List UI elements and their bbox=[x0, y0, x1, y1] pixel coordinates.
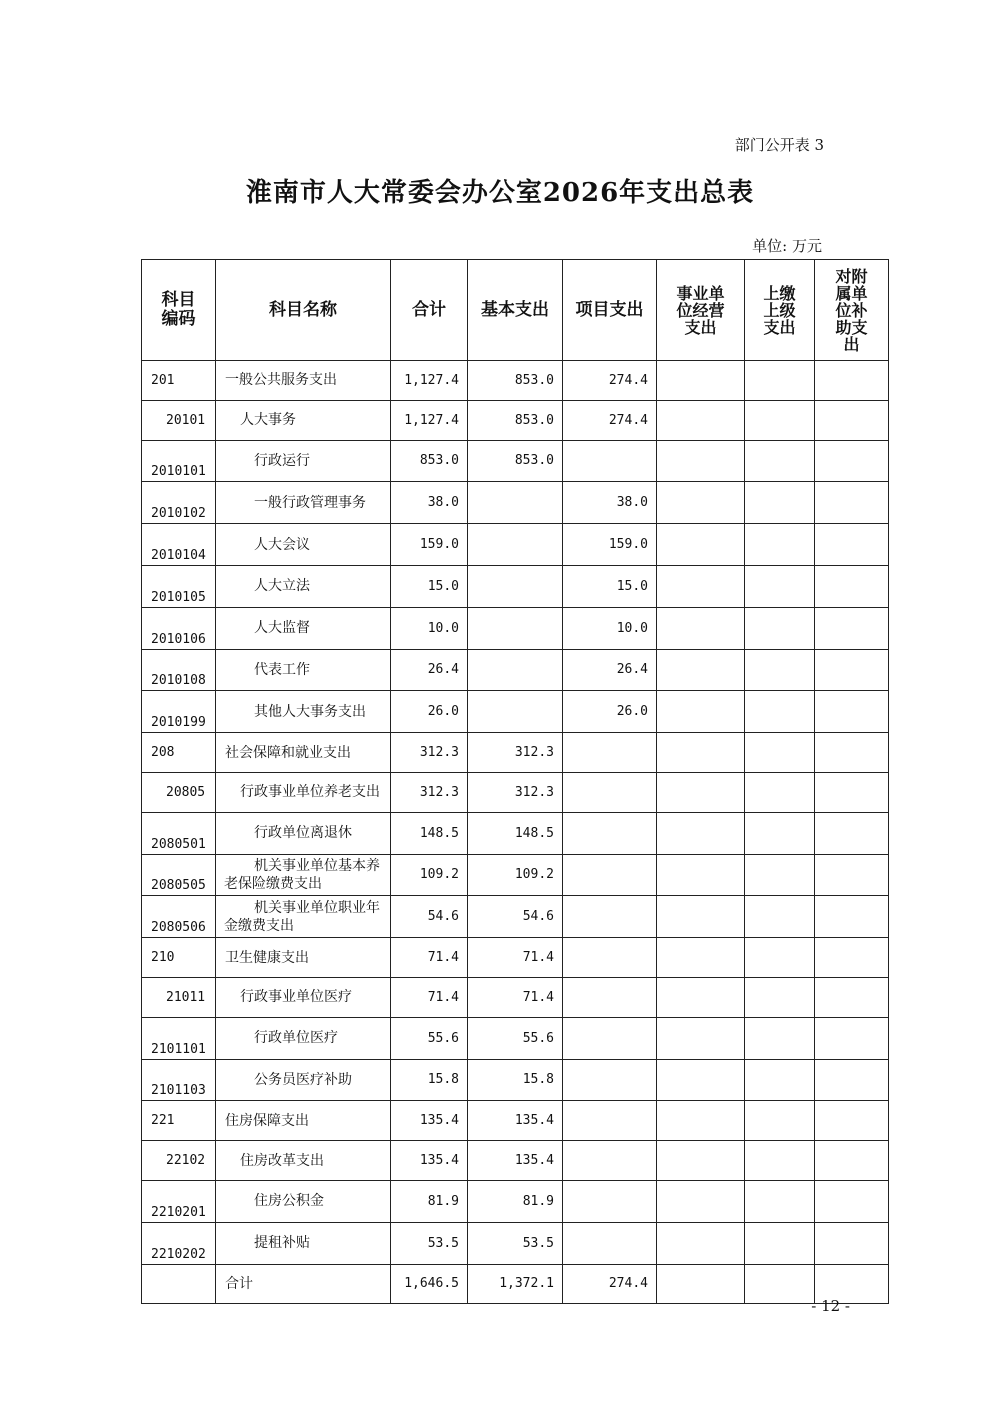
total-cell: 38.0 bbox=[391, 482, 468, 524]
remit-upper-cell bbox=[745, 1222, 815, 1264]
basic-expense-cell: 148.5 bbox=[468, 812, 563, 854]
table-row bbox=[142, 854, 889, 896]
total-cell: 10.0 bbox=[391, 607, 468, 649]
project-expense-cell bbox=[563, 1059, 657, 1101]
basic-expense-cell: 71.4 bbox=[468, 938, 563, 978]
total-cell: 1,127.4 bbox=[391, 361, 468, 401]
subject-name: 合计 bbox=[216, 1264, 391, 1304]
basic-expense-cell: 312.3 bbox=[468, 772, 563, 812]
project-expense-cell: 274.4 bbox=[563, 361, 657, 401]
business-expense-cell bbox=[657, 482, 745, 524]
subject-code: 2080505 bbox=[142, 854, 216, 896]
basic-expense-cell: 55.6 bbox=[468, 1017, 563, 1059]
project-expense-cell bbox=[563, 938, 657, 978]
subject-code: 221 bbox=[142, 1101, 216, 1141]
project-expense-cell bbox=[563, 854, 657, 896]
total-cell: 15.8 bbox=[391, 1059, 468, 1101]
subject-name: 住房公积金 bbox=[216, 1180, 391, 1222]
subject-name: 住房改革支出 bbox=[216, 1141, 391, 1181]
business-expense-cell bbox=[657, 1141, 745, 1181]
subject-name: 提租补贴 bbox=[216, 1222, 391, 1264]
expenditure-table bbox=[141, 259, 889, 1304]
subject-name: 人大会议 bbox=[216, 524, 391, 566]
column-header: 事业单 位经营 支出 bbox=[657, 260, 745, 361]
subsidy-affiliate-cell bbox=[815, 896, 889, 938]
column-header: 科目名称 bbox=[216, 260, 391, 361]
table-body bbox=[142, 361, 889, 1304]
business-expense-cell bbox=[657, 1264, 745, 1304]
business-expense-cell bbox=[657, 812, 745, 854]
remit-upper-cell bbox=[745, 440, 815, 482]
subsidy-affiliate-cell bbox=[815, 1141, 889, 1181]
remit-upper-cell bbox=[745, 524, 815, 566]
total-cell: 53.5 bbox=[391, 1222, 468, 1264]
subsidy-affiliate-cell bbox=[815, 938, 889, 978]
basic-expense-cell: 135.4 bbox=[468, 1141, 563, 1181]
business-expense-cell bbox=[657, 440, 745, 482]
basic-expense-cell bbox=[468, 649, 563, 691]
project-expense-cell: 159.0 bbox=[563, 524, 657, 566]
column-header: 基本支出 bbox=[468, 260, 563, 361]
table-row bbox=[142, 1101, 889, 1141]
project-expense-cell bbox=[563, 1180, 657, 1222]
remit-upper-cell bbox=[745, 938, 815, 978]
subject-name: 行政单位医疗 bbox=[216, 1017, 391, 1059]
basic-expense-cell: 853.0 bbox=[468, 361, 563, 401]
basic-expense-cell: 15.8 bbox=[468, 1059, 563, 1101]
remit-upper-cell bbox=[745, 1264, 815, 1304]
project-expense-cell bbox=[563, 772, 657, 812]
subject-code: 2101103 bbox=[142, 1059, 216, 1101]
subject-code: 2101101 bbox=[142, 1017, 216, 1059]
business-expense-cell bbox=[657, 1101, 745, 1141]
total-cell: 312.3 bbox=[391, 733, 468, 773]
remit-upper-cell bbox=[745, 896, 815, 938]
basic-expense-cell bbox=[468, 482, 563, 524]
subject-code: 210 bbox=[142, 938, 216, 978]
column-header: 上缴 上级 支出 bbox=[745, 260, 815, 361]
subject-name: 行政单位离退休 bbox=[216, 812, 391, 854]
remit-upper-cell bbox=[745, 854, 815, 896]
business-expense-cell bbox=[657, 1222, 745, 1264]
subject-name: 住房保障支出 bbox=[216, 1101, 391, 1141]
remit-upper-cell bbox=[745, 1180, 815, 1222]
remit-upper-cell bbox=[745, 361, 815, 401]
table-row bbox=[142, 938, 889, 978]
unit-label: 单位: 万元 bbox=[752, 237, 822, 255]
subject-name: 其他人大事务支出 bbox=[216, 691, 391, 733]
total-cell: 54.6 bbox=[391, 896, 468, 938]
table-row bbox=[142, 440, 889, 482]
total-cell: 109.2 bbox=[391, 854, 468, 896]
project-expense-cell: 274.4 bbox=[563, 1264, 657, 1304]
total-cell: 853.0 bbox=[391, 440, 468, 482]
table-row bbox=[142, 733, 889, 773]
total-cell: 1,127.4 bbox=[391, 400, 468, 440]
business-expense-cell bbox=[657, 854, 745, 896]
total-cell: 55.6 bbox=[391, 1017, 468, 1059]
subject-code: 2010101 bbox=[142, 440, 216, 482]
business-expense-cell bbox=[657, 400, 745, 440]
remit-upper-cell bbox=[745, 400, 815, 440]
subsidy-affiliate-cell bbox=[815, 440, 889, 482]
table-row bbox=[142, 812, 889, 854]
subject-name: 一般行政管理事务 bbox=[216, 482, 391, 524]
subject-code bbox=[142, 1264, 216, 1304]
subject-name: 机关事业单位基本养老保险缴费支出 bbox=[216, 854, 391, 896]
basic-expense-cell: 853.0 bbox=[468, 440, 563, 482]
subsidy-affiliate-cell bbox=[815, 482, 889, 524]
subject-code: 21011 bbox=[142, 977, 216, 1017]
basic-expense-cell: 109.2 bbox=[468, 854, 563, 896]
project-expense-cell: 10.0 bbox=[563, 607, 657, 649]
subject-name: 行政运行 bbox=[216, 440, 391, 482]
project-expense-cell bbox=[563, 896, 657, 938]
subject-name: 社会保障和就业支出 bbox=[216, 733, 391, 773]
table-row bbox=[142, 1017, 889, 1059]
table-row bbox=[142, 482, 889, 524]
basic-expense-cell: 1,372.1 bbox=[468, 1264, 563, 1304]
business-expense-cell bbox=[657, 1017, 745, 1059]
project-expense-cell: 26.4 bbox=[563, 649, 657, 691]
subject-name: 卫生健康支出 bbox=[216, 938, 391, 978]
subject-name: 公务员医疗补助 bbox=[216, 1059, 391, 1101]
subject-name: 人大事务 bbox=[216, 400, 391, 440]
remit-upper-cell bbox=[745, 1017, 815, 1059]
subject-code: 2210201 bbox=[142, 1180, 216, 1222]
remit-upper-cell bbox=[745, 691, 815, 733]
subsidy-affiliate-cell bbox=[815, 691, 889, 733]
table-row bbox=[142, 896, 889, 938]
subsidy-affiliate-cell bbox=[815, 812, 889, 854]
total-cell: 26.0 bbox=[391, 691, 468, 733]
subsidy-affiliate-cell bbox=[815, 524, 889, 566]
subject-code: 2010199 bbox=[142, 691, 216, 733]
basic-expense-cell: 853.0 bbox=[468, 400, 563, 440]
subject-code: 208 bbox=[142, 733, 216, 773]
subject-code: 2010105 bbox=[142, 565, 216, 607]
subject-name: 机关事业单位职业年金缴费支出 bbox=[216, 896, 391, 938]
table-row bbox=[142, 772, 889, 812]
column-header: 对附 属单 位补 助支 出 bbox=[815, 260, 889, 361]
subsidy-affiliate-cell bbox=[815, 1101, 889, 1141]
table-row bbox=[142, 691, 889, 733]
subject-code: 20805 bbox=[142, 772, 216, 812]
subject-code: 2010104 bbox=[142, 524, 216, 566]
basic-expense-cell bbox=[468, 607, 563, 649]
column-header: 项目支出 bbox=[563, 260, 657, 361]
subsidy-affiliate-cell bbox=[815, 733, 889, 773]
business-expense-cell bbox=[657, 361, 745, 401]
column-header: 合计 bbox=[391, 260, 468, 361]
subsidy-affiliate-cell bbox=[815, 565, 889, 607]
subject-name: 一般公共服务支出 bbox=[216, 361, 391, 401]
page-number: - 12 - bbox=[811, 1297, 850, 1315]
table-row bbox=[142, 977, 889, 1017]
remit-upper-cell bbox=[745, 649, 815, 691]
subsidy-affiliate-cell bbox=[815, 1059, 889, 1101]
business-expense-cell bbox=[657, 691, 745, 733]
remit-upper-cell bbox=[745, 1101, 815, 1141]
subsidy-affiliate-cell bbox=[815, 400, 889, 440]
project-expense-cell bbox=[563, 1101, 657, 1141]
total-cell: 135.4 bbox=[391, 1101, 468, 1141]
subsidy-affiliate-cell bbox=[815, 607, 889, 649]
project-expense-cell bbox=[563, 733, 657, 773]
business-expense-cell bbox=[657, 1180, 745, 1222]
business-expense-cell bbox=[657, 649, 745, 691]
basic-expense-cell: 53.5 bbox=[468, 1222, 563, 1264]
subject-name: 行政事业单位医疗 bbox=[216, 977, 391, 1017]
basic-expense-cell bbox=[468, 565, 563, 607]
subject-name: 人大监督 bbox=[216, 607, 391, 649]
table-row bbox=[142, 524, 889, 566]
subject-code: 2210202 bbox=[142, 1222, 216, 1264]
basic-expense-cell bbox=[468, 691, 563, 733]
total-cell: 312.3 bbox=[391, 772, 468, 812]
subject-code: 20101 bbox=[142, 400, 216, 440]
page-title: 淮南市人大常委会办公室2026年支出总表 bbox=[245, 178, 755, 208]
total-cell: 135.4 bbox=[391, 1141, 468, 1181]
subsidy-affiliate-cell bbox=[815, 1222, 889, 1264]
total-cell: 1,646.5 bbox=[391, 1264, 468, 1304]
table-row bbox=[142, 1059, 889, 1101]
project-expense-cell bbox=[563, 1017, 657, 1059]
project-expense-cell bbox=[563, 1222, 657, 1264]
basic-expense-cell: 54.6 bbox=[468, 896, 563, 938]
header-row bbox=[142, 260, 889, 361]
basic-expense-cell: 81.9 bbox=[468, 1180, 563, 1222]
project-expense-cell: 274.4 bbox=[563, 400, 657, 440]
subject-name: 行政事业单位养老支出 bbox=[216, 772, 391, 812]
subject-code: 2010106 bbox=[142, 607, 216, 649]
total-cell: 71.4 bbox=[391, 977, 468, 1017]
total-cell: 81.9 bbox=[391, 1180, 468, 1222]
subsidy-affiliate-cell bbox=[815, 649, 889, 691]
remit-upper-cell bbox=[745, 1141, 815, 1181]
remit-upper-cell bbox=[745, 977, 815, 1017]
business-expense-cell bbox=[657, 565, 745, 607]
business-expense-cell bbox=[657, 733, 745, 773]
subject-code: 2080501 bbox=[142, 812, 216, 854]
project-expense-cell bbox=[563, 1141, 657, 1181]
business-expense-cell bbox=[657, 1059, 745, 1101]
subject-name: 代表工作 bbox=[216, 649, 391, 691]
basic-expense-cell: 312.3 bbox=[468, 733, 563, 773]
total-cell: 15.0 bbox=[391, 565, 468, 607]
project-expense-cell: 38.0 bbox=[563, 482, 657, 524]
table-row bbox=[142, 565, 889, 607]
business-expense-cell bbox=[657, 977, 745, 1017]
subsidy-affiliate-cell bbox=[815, 977, 889, 1017]
basic-expense-cell bbox=[468, 524, 563, 566]
subsidy-affiliate-cell bbox=[815, 1017, 889, 1059]
business-expense-cell bbox=[657, 524, 745, 566]
table-row bbox=[142, 400, 889, 440]
total-cell: 26.4 bbox=[391, 649, 468, 691]
subject-name: 人大立法 bbox=[216, 565, 391, 607]
remit-upper-cell bbox=[745, 772, 815, 812]
basic-expense-cell: 71.4 bbox=[468, 977, 563, 1017]
subject-code: 22102 bbox=[142, 1141, 216, 1181]
subsidy-affiliate-cell bbox=[815, 1180, 889, 1222]
remit-upper-cell bbox=[745, 1059, 815, 1101]
project-expense-cell bbox=[563, 440, 657, 482]
remit-upper-cell bbox=[745, 812, 815, 854]
table-row bbox=[142, 1264, 889, 1304]
table-row bbox=[142, 607, 889, 649]
total-cell: 159.0 bbox=[391, 524, 468, 566]
business-expense-cell bbox=[657, 938, 745, 978]
project-expense-cell: 15.0 bbox=[563, 565, 657, 607]
project-expense-cell bbox=[563, 977, 657, 1017]
table-row bbox=[142, 1222, 889, 1264]
remit-upper-cell bbox=[745, 482, 815, 524]
business-expense-cell bbox=[657, 607, 745, 649]
form-number: 部门公开表 3 bbox=[734, 136, 824, 154]
basic-expense-cell: 135.4 bbox=[468, 1101, 563, 1141]
subject-code: 2010108 bbox=[142, 649, 216, 691]
subsidy-affiliate-cell bbox=[815, 854, 889, 896]
project-expense-cell bbox=[563, 812, 657, 854]
project-expense-cell: 26.0 bbox=[563, 691, 657, 733]
subsidy-affiliate-cell bbox=[815, 772, 889, 812]
table-row bbox=[142, 1141, 889, 1181]
subject-code: 201 bbox=[142, 361, 216, 401]
total-cell: 71.4 bbox=[391, 938, 468, 978]
total-cell: 148.5 bbox=[391, 812, 468, 854]
table-row bbox=[142, 1180, 889, 1222]
business-expense-cell bbox=[657, 772, 745, 812]
remit-upper-cell bbox=[745, 565, 815, 607]
subsidy-affiliate-cell bbox=[815, 361, 889, 401]
column-header: 科目 编码 bbox=[142, 260, 216, 361]
subject-code: 2010102 bbox=[142, 482, 216, 524]
table-row bbox=[142, 361, 889, 401]
business-expense-cell bbox=[657, 896, 745, 938]
remit-upper-cell bbox=[745, 607, 815, 649]
table-row bbox=[142, 649, 889, 691]
remit-upper-cell bbox=[745, 733, 815, 773]
subject-code: 2080506 bbox=[142, 896, 216, 938]
